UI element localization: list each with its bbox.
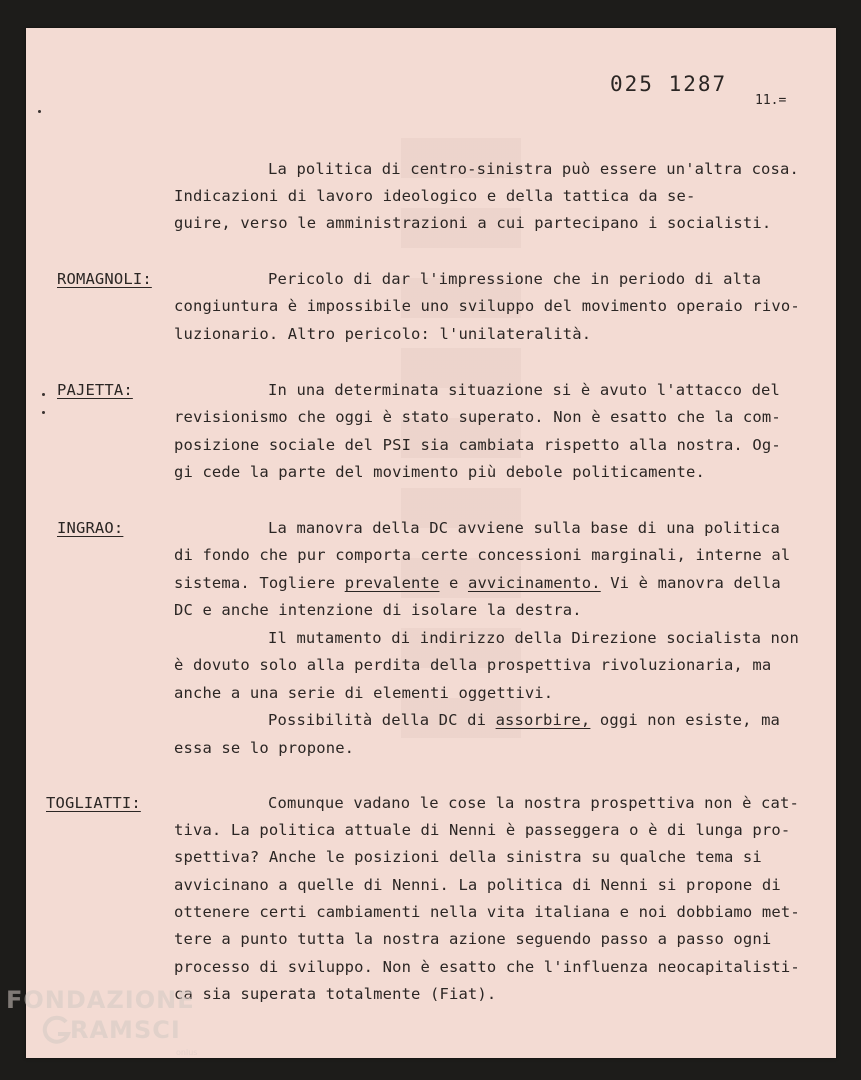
ingrao-line-3-post: Vi è manovra della (600, 574, 781, 592)
ingrao-para3-post: oggi non esiste, ma (590, 711, 781, 729)
ingrao-para3-line-1 (268, 711, 780, 729)
pajetta-line-1: In una determinata situazione si è avuto l'attacco del (268, 381, 781, 399)
fondazione-gramsci-watermark (6, 986, 221, 1066)
margin-dot (42, 393, 45, 396)
intro-line-3: guire, verso le amministrazioni a cui partecipano i socialisti. (174, 214, 772, 232)
togliatti-line-3: spettiva? Anche le posizioni della sinistra su qualche tema si (174, 848, 762, 866)
ingrao-line-3-pre: sistema. Togliere (174, 574, 345, 592)
ingrao-line-1: La manovra della DC avviene sulla base di una politica (268, 519, 781, 537)
document-number: 025 1287 (610, 72, 728, 96)
pajetta-line-2: revisionismo che oggi è stato superato. Non è esatto che la com- (174, 408, 781, 426)
romagnoli-line-2: congiuntura è impossibile uno sviluppo del movimento operaio rivo- (174, 297, 800, 315)
ingrao-para2-line-3: anche a una serie di elementi oggettivi. (174, 684, 554, 702)
romagnoli-line-3: luzionario. Altro pericolo: l'unilateralità. (174, 325, 592, 343)
underlined-assorbire: assorbire, (495, 711, 591, 729)
underlined-avvicinamento: avvicinamento. (467, 574, 601, 592)
underlined-prevalente: prevalente (344, 574, 440, 592)
ingrao-line-2: di fondo che pur comporta certe concessioni marginali, interne al (174, 546, 791, 564)
togliatti-line-2: tiva. La politica attuale di Nenni è passeggera o è di lunga pro- (174, 821, 791, 839)
togliatti-line-7: processo di sviluppo. Non è esatto che l'influenza neocapitalisti- (174, 958, 800, 976)
romagnoli-line-1: Pericolo di dar l'impressione che in periodo di alta (268, 270, 762, 288)
togliatti-line-4: avvicinano a quelle di Nenni. La politica di Nenni si propone di (174, 876, 781, 894)
speaker-togliatti: TOGLIATTI: (46, 794, 141, 812)
speaker-ingrao: INGRAO: (57, 519, 124, 537)
margin-dot (42, 411, 45, 414)
watermark-sub: onlus (176, 1048, 198, 1057)
ingrao-line-3 (174, 574, 781, 592)
togliatti-line-5: ottenere certi cambiamenti nella vita italiana e noi dobbiamo met- (174, 903, 800, 921)
ingrao-line-4: DC e anche intenzione di isolare la destra. (174, 601, 582, 619)
intro-line-1: La politica di centro-sinistra può essere un'altra cosa. (268, 160, 799, 178)
togliatti-line-8: ca sia superata totalmente (Fiat). (174, 985, 497, 1003)
togliatti-line-6: tere a punto tutta la nostra azione seguendo passo a passo ogni (174, 930, 772, 948)
margin-dot (38, 110, 41, 113)
watermark-line-1: FONDAZIONE (6, 986, 195, 1014)
ingrao-para2-line-1: Il mutamento di indirizzo della Direzione socialista non (268, 629, 799, 647)
ingrao-para2-line-2: è dovuto solo alla perdita della prospettiva rivoluzionaria, ma (174, 656, 772, 674)
speaker-pajetta: PAJETTA: (57, 381, 133, 399)
ingrao-line-3-mid: e (439, 574, 468, 592)
page-number: 11.= (755, 93, 787, 108)
intro-line-2: Indicazioni di lavoro ideologico e della tattica da se- (174, 187, 696, 205)
togliatti-line-1: Comunque vadano le cose la nostra prospettiva non è cat- (268, 794, 799, 812)
watermark-line-2: RAMSCI (70, 1016, 181, 1044)
speaker-romagnoli: ROMAGNOLI: (57, 270, 152, 288)
pajetta-line-3: posizione sociale del PSI sia cambiata rispetto alla nostra. Og- (174, 436, 781, 454)
pajetta-line-4: gi cede la parte del movimento più debole politicamente. (174, 463, 705, 481)
ingrao-para3-line-2: essa se lo propone. (174, 739, 355, 757)
watermark-g-logo-icon (42, 1014, 72, 1046)
ingrao-para3-pre: Possibilità della DC di (268, 711, 496, 729)
